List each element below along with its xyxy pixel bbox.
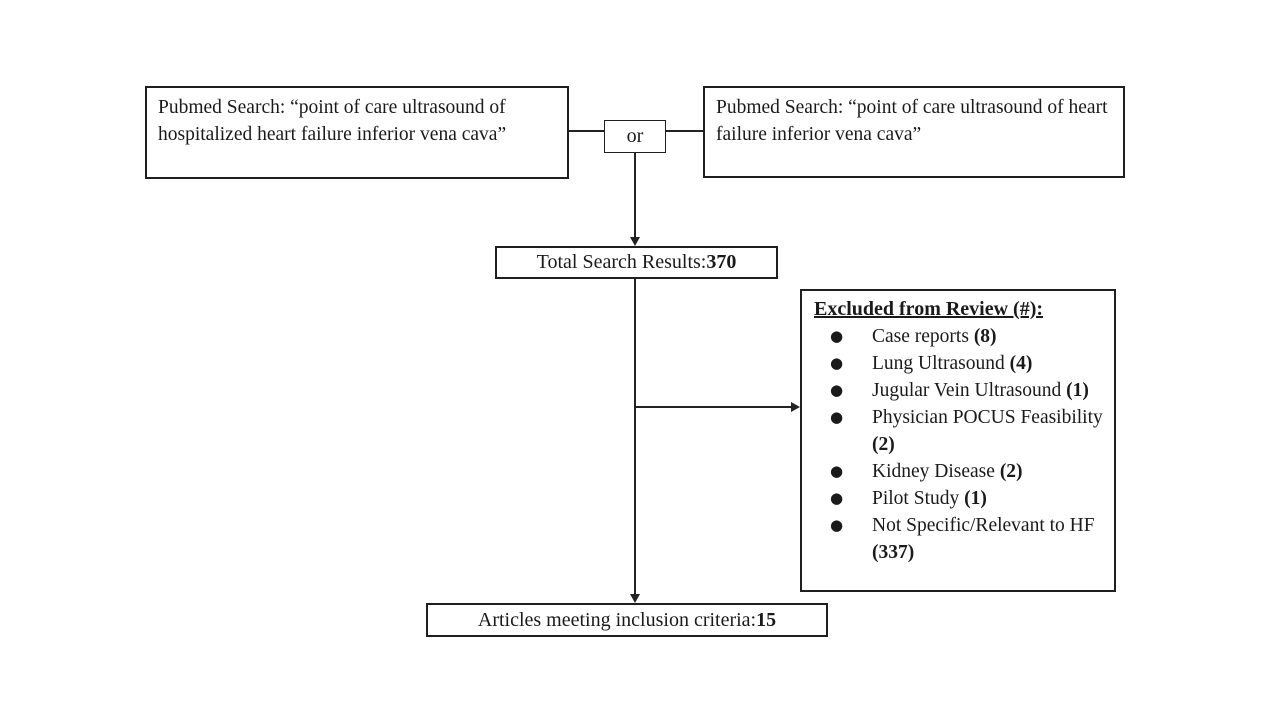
excluded-item bbox=[814, 458, 1106, 485]
excluded-list bbox=[814, 323, 1106, 566]
arrowhead-right-excluded bbox=[791, 402, 800, 412]
bullet-icon: ● bbox=[830, 408, 844, 426]
excluded-item-text: Not Specific/Relevant to HF (337) bbox=[872, 515, 1095, 563]
inclusion-value: 15 bbox=[756, 608, 777, 631]
excluded-item-text: Pilot Study (1) bbox=[872, 488, 987, 509]
connector-left-to-or bbox=[568, 130, 604, 132]
excluded-item bbox=[814, 512, 1106, 566]
total-results-value: 370 bbox=[706, 251, 737, 273]
excluded-item bbox=[814, 350, 1106, 377]
excluded-item-text: Physician POCUS Feasibility (2) bbox=[872, 407, 1103, 455]
excluded-item bbox=[814, 485, 1106, 512]
excluded-item bbox=[814, 323, 1106, 350]
excluded-item-text: Case reports (8) bbox=[872, 326, 997, 347]
excluded-item-text: Jugular Vein Ultrasound (1) bbox=[872, 380, 1089, 401]
excluded-item bbox=[814, 404, 1106, 458]
bullet-icon: ● bbox=[830, 516, 844, 534]
excluded-box bbox=[800, 289, 1116, 592]
bullet-icon: ● bbox=[830, 462, 844, 480]
connector-total-to-inclusion bbox=[634, 279, 636, 596]
connector-or-to-total bbox=[634, 152, 636, 238]
pubmed-search-1-text: Pubmed Search: “point of care ultrasound of hospitalized heart failure inferior vena cava” bbox=[158, 97, 507, 145]
arrowhead-down-inclusion bbox=[630, 594, 640, 603]
bullet-icon: ● bbox=[830, 354, 844, 372]
bullet-icon: ● bbox=[830, 489, 844, 507]
pubmed-search-box-2 bbox=[703, 86, 1125, 178]
total-results-label: Total Search Results: bbox=[536, 251, 707, 273]
connector-or-to-right bbox=[666, 130, 703, 132]
bullet-icon: ● bbox=[830, 327, 844, 345]
connector-branch-to-excluded bbox=[635, 406, 791, 408]
excluded-item bbox=[814, 377, 1106, 404]
bullet-icon: ● bbox=[830, 381, 844, 399]
or-operator-box bbox=[604, 120, 666, 153]
excluded-item-text: Lung Ultrasound (4) bbox=[872, 353, 1033, 374]
excluded-item-text: Kidney Disease (2) bbox=[872, 461, 1023, 482]
arrowhead-down-total bbox=[630, 237, 640, 246]
pubmed-search-2-text: Pubmed Search: “point of care ultrasound of heart failure inferior vena cava” bbox=[716, 97, 1108, 145]
inclusion-criteria-box bbox=[426, 603, 828, 637]
total-results-box bbox=[495, 246, 778, 279]
excluded-title: Excluded from Review (#): bbox=[814, 298, 1044, 320]
or-label: or bbox=[626, 125, 644, 147]
pubmed-search-box-1 bbox=[145, 86, 569, 179]
inclusion-label: Articles meeting inclusion criteria: bbox=[477, 608, 757, 631]
